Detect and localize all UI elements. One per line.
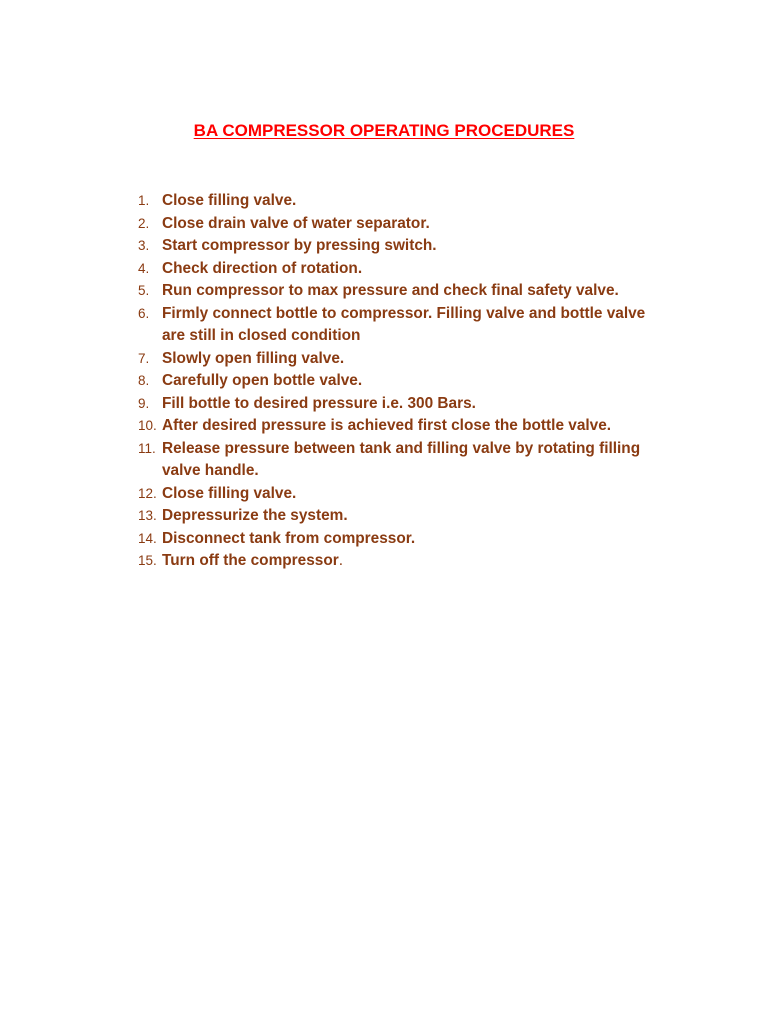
step-text: Depressurize the system. xyxy=(162,507,348,524)
procedure-step-10 xyxy=(0,415,768,438)
step-number: 2. xyxy=(138,215,150,231)
procedure-step-9 xyxy=(0,393,768,416)
step-number: 10. xyxy=(138,418,157,433)
step-number: 3. xyxy=(138,238,150,253)
step-number: 13. xyxy=(138,508,157,523)
step-number: 7. xyxy=(138,350,150,366)
procedure-step-8 xyxy=(0,370,768,393)
procedure-step-3 xyxy=(0,235,768,258)
step-text: Slowly open filling valve. xyxy=(162,349,345,367)
step-trailing-period: . xyxy=(338,552,344,569)
procedure-step-4 xyxy=(0,258,768,281)
procedure-step-5 xyxy=(0,280,768,303)
procedure-steps-list xyxy=(0,190,768,573)
step-text: Start compressor by pressing switch. xyxy=(162,237,437,254)
procedure-step-2 xyxy=(0,213,768,236)
step-text: Close filling valve. xyxy=(162,192,297,209)
step-text: Check direction of rotation. xyxy=(162,259,363,277)
step-number: 12. xyxy=(138,485,157,501)
step-number: 5. xyxy=(138,283,150,298)
step-text: Fill bottle to desired pressure i.e. 300 Bars. xyxy=(162,394,476,412)
procedure-step-11 xyxy=(0,438,768,483)
procedure-step-7 xyxy=(0,348,768,371)
document-title: BA COMPRESSOR OPERATING PROCEDURES xyxy=(193,121,575,140)
step-text: Close drain valve of water separator. xyxy=(162,214,430,232)
step-text: Carefully open bottle valve. xyxy=(162,372,363,389)
step-text: Disconnect tank from compressor. xyxy=(162,529,416,547)
step-number: 4. xyxy=(138,260,150,276)
step-text: Release pressure between tank and filling valve by rotating filling valve handle. xyxy=(162,439,641,479)
step-text: Run compressor to max pressure and check final safety valve. xyxy=(162,282,619,299)
procedure-step-6 xyxy=(0,303,768,348)
step-number: 14. xyxy=(138,530,157,546)
procedure-step-1 xyxy=(0,190,768,213)
procedure-step-13 xyxy=(0,505,768,528)
step-number: 1. xyxy=(138,193,150,208)
step-text: Close filling valve. xyxy=(162,484,297,502)
step-number: 11. xyxy=(138,440,156,456)
procedure-step-14 xyxy=(0,528,768,551)
step-number: 15. xyxy=(138,553,157,568)
step-text: After desired pressure is achieved first close the bottle valve. xyxy=(162,417,612,434)
procedure-step-15 xyxy=(0,550,768,573)
step-number: 9. xyxy=(138,395,150,411)
step-text: Firmly connect bottle to compressor. Filling valve and bottle valve are still in closed condition xyxy=(162,304,646,344)
step-number: 8. xyxy=(138,373,150,388)
step-number: 6. xyxy=(138,305,150,321)
procedure-step-12 xyxy=(0,483,768,506)
step-text: Turn off the compressor xyxy=(162,552,339,569)
